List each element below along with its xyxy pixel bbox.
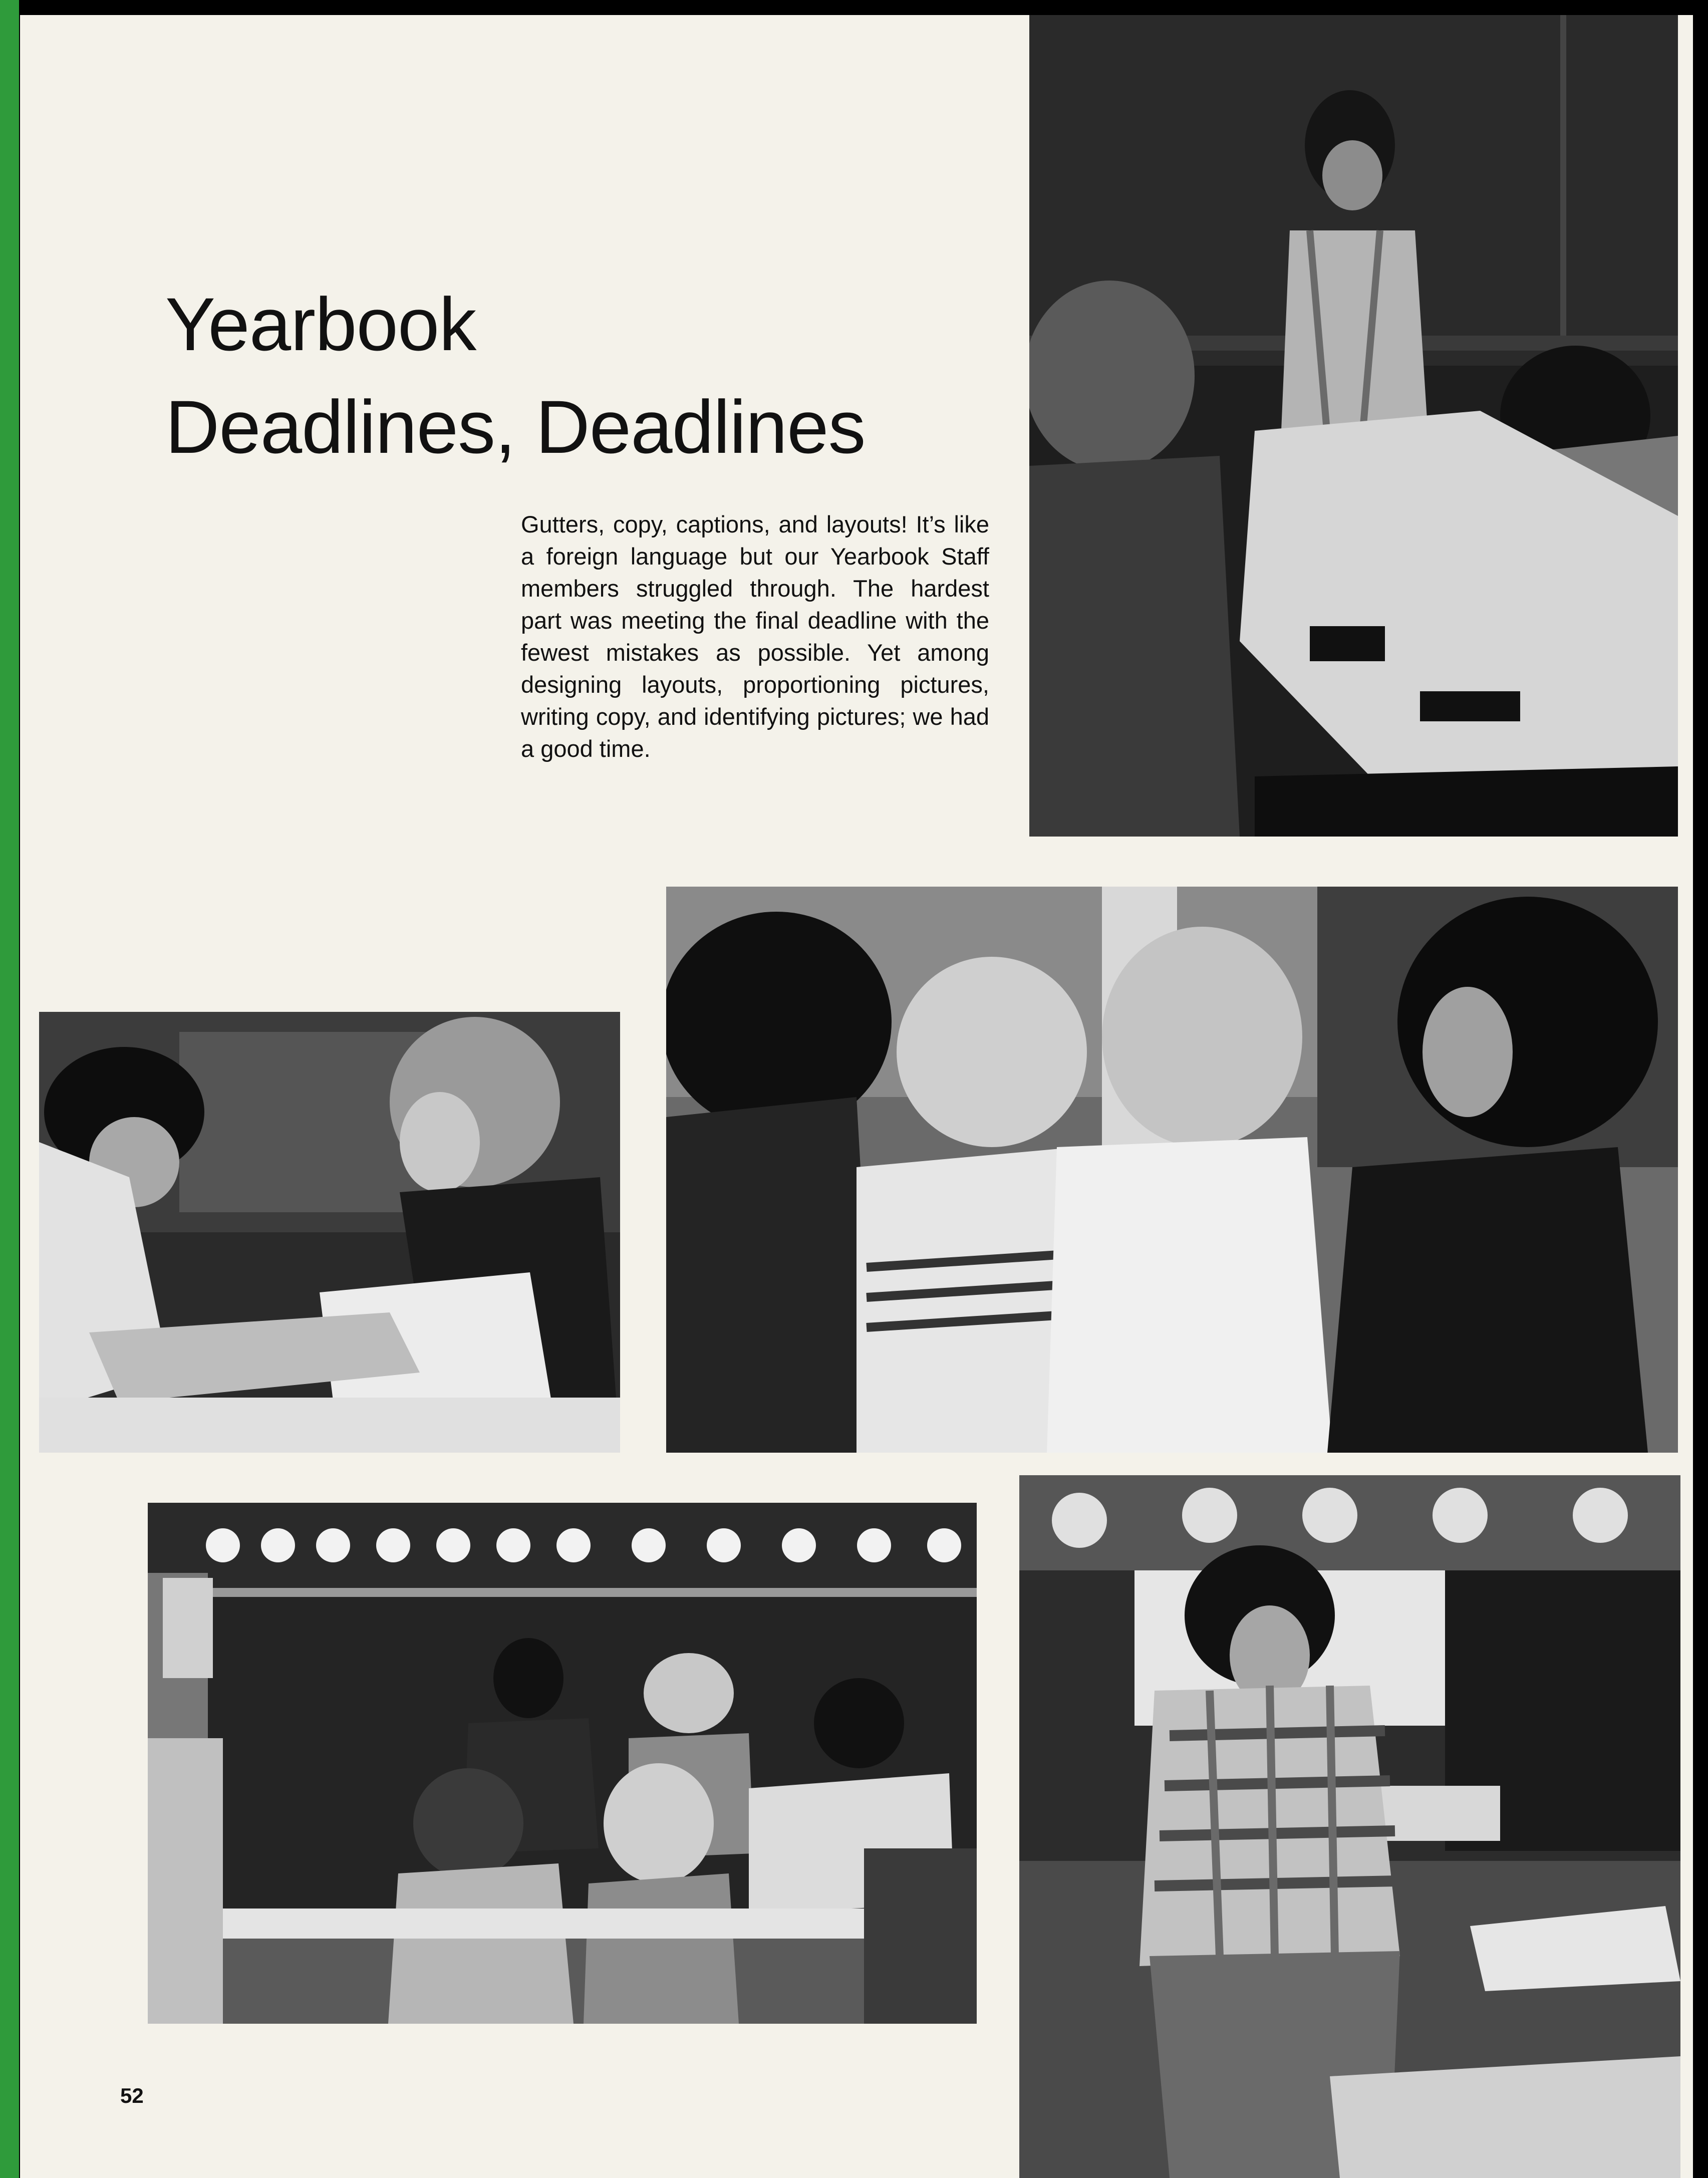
title-line-2: Deadlines, Deadlines bbox=[165, 385, 866, 469]
body-copy: Gutters, copy, captions, and layouts! It’s like a foreign language but our Yearbook Staff members struggled through. The hardest part was meeting the final deadline with the fewest mistakes as possible. Yet among designing layouts, proportioning pictures, writing copy, and identifying pictures; we had a good time. bbox=[521, 511, 989, 762]
page-number: 52 bbox=[120, 2084, 144, 2107]
photo-two-students-at-desk bbox=[39, 1012, 620, 1453]
photo-student-in-plaid-shirt bbox=[1019, 1475, 1680, 2178]
title-line-1: Yearbook bbox=[165, 282, 476, 366]
photo-group-conversation bbox=[666, 887, 1678, 1453]
photo-classroom-with-hearts-border bbox=[148, 1503, 977, 2024]
photo-staff-at-layout-table bbox=[1029, 15, 1678, 837]
page-title bbox=[165, 273, 1042, 478]
book-spine-edge bbox=[0, 0, 19, 2178]
